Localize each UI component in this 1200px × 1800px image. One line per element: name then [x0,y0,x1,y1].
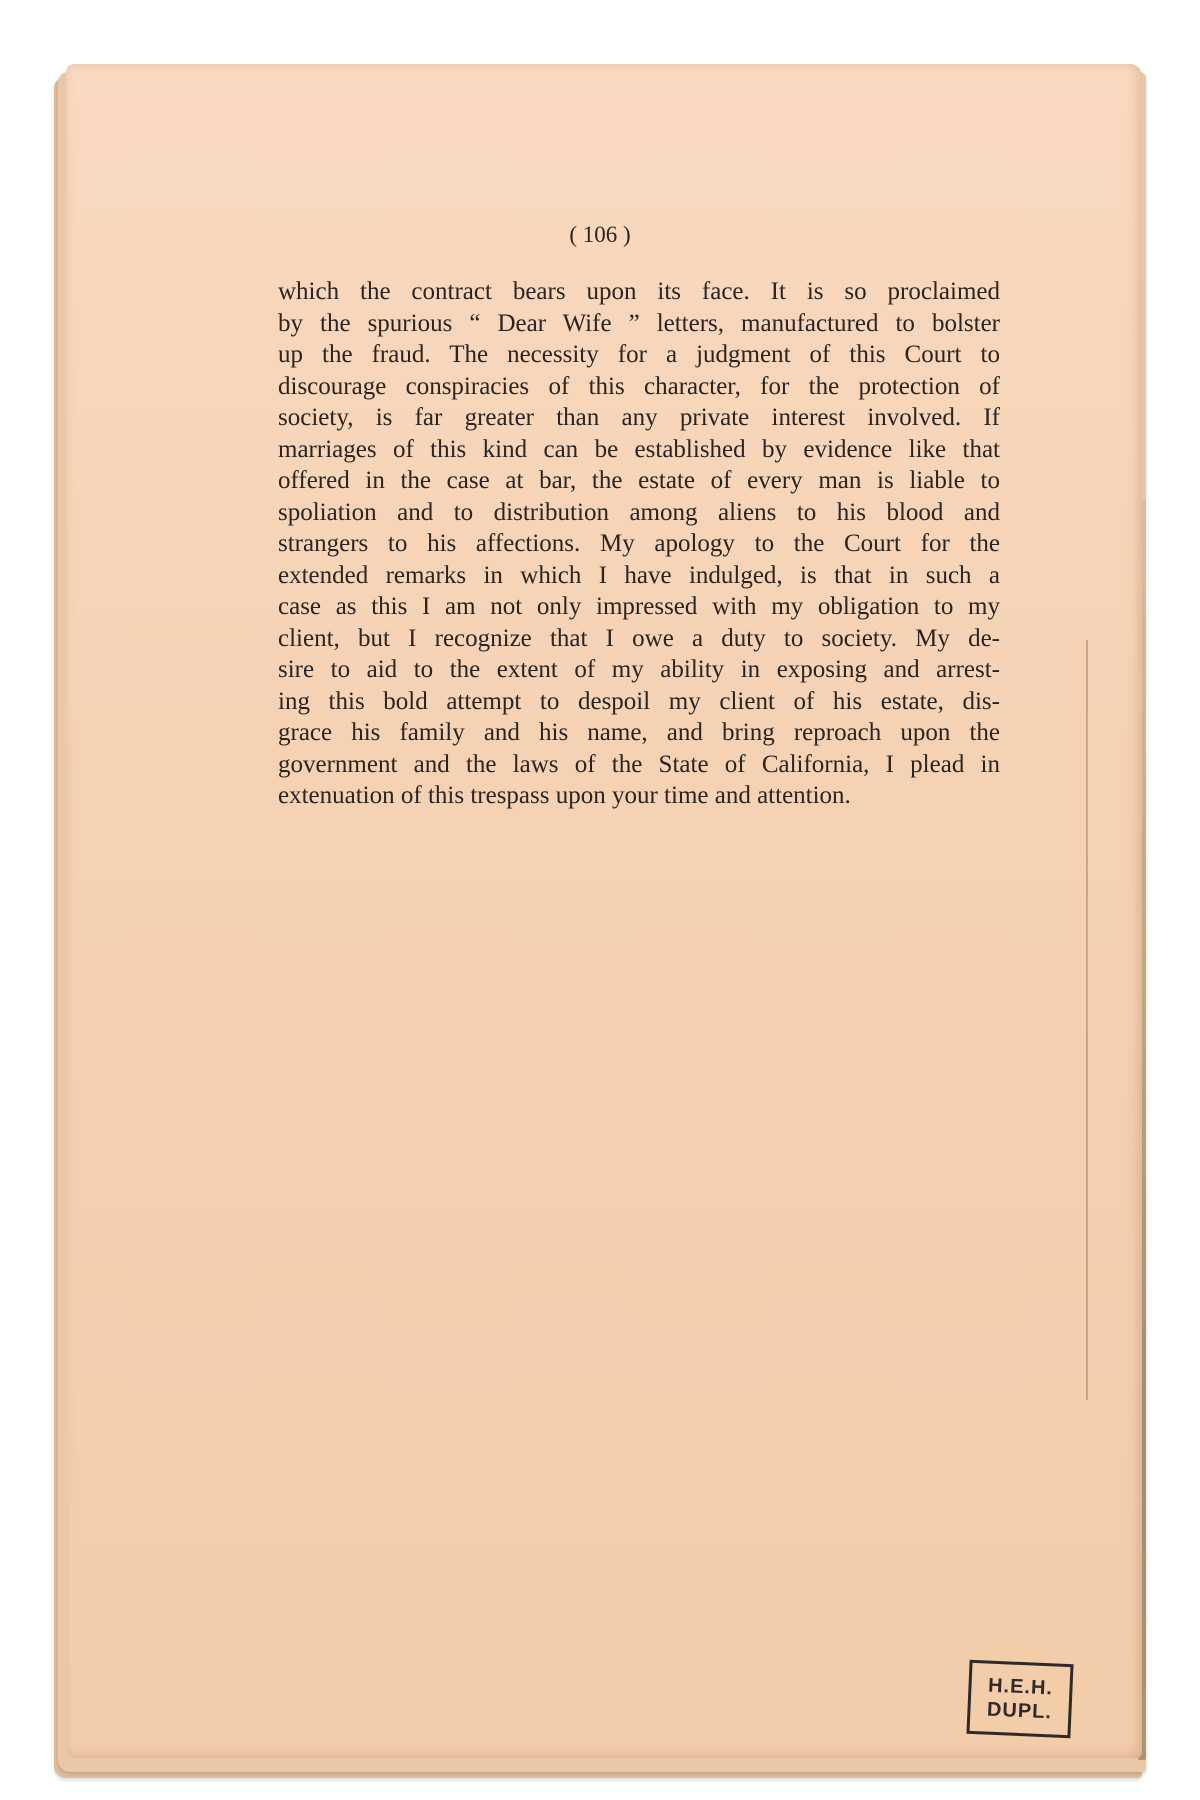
text-line: extended remarks in which I have indulged, is that in such a [278,561,1000,589]
text-line: which the contract bears upon its face. It is so proclaimed [278,278,1000,305]
page-number: ( 106 ) [569,222,631,247]
text-line: strangers to his affections. My apology to the Court for the [278,530,1000,557]
text-line: up the fraud. The necessity for a judgment of this Court to [278,341,1000,368]
text-line: sire to aid to the extent of my ability in exposing and arrest- [278,656,1000,683]
text-line: marriages of this kind can be established by evidence like that [278,435,1000,463]
text-line: client, but I recognize that I owe a duty to society. My de- [278,624,1000,652]
text-line: case as this I am not only impressed with my obligation to my [278,593,1000,620]
binding-fold [1086,640,1088,1400]
stamp-line-2: DUPL. [986,1698,1053,1724]
stamp-line-1: H.E.H. [987,1674,1054,1700]
text-line: grace his family and his name, and bring reproach upon the [278,719,1000,746]
body-paragraph [278,276,1000,812]
text-line: spoliation and to distribution among aliens to his blood and [278,498,1000,526]
text-line: extenuation of this trespass upon your time and attention. [278,782,851,809]
text-line: government and the laws of the State of California, I plead in [278,750,1000,778]
library-stamp [966,1660,1073,1738]
text-line: discourage conspiracies of this character, for the protection of [278,372,1000,400]
text-line: offered in the case at bar, the estate of every man is liable to [278,467,1000,494]
text-line: ing this bold attempt to despoil my client of his estate, dis- [278,687,1000,715]
text-line: society, is far greater than any private interest involved. If [278,404,1000,431]
text-line: by the spurious “ Dear Wife ” letters, manufactured to bolster [278,309,1000,337]
